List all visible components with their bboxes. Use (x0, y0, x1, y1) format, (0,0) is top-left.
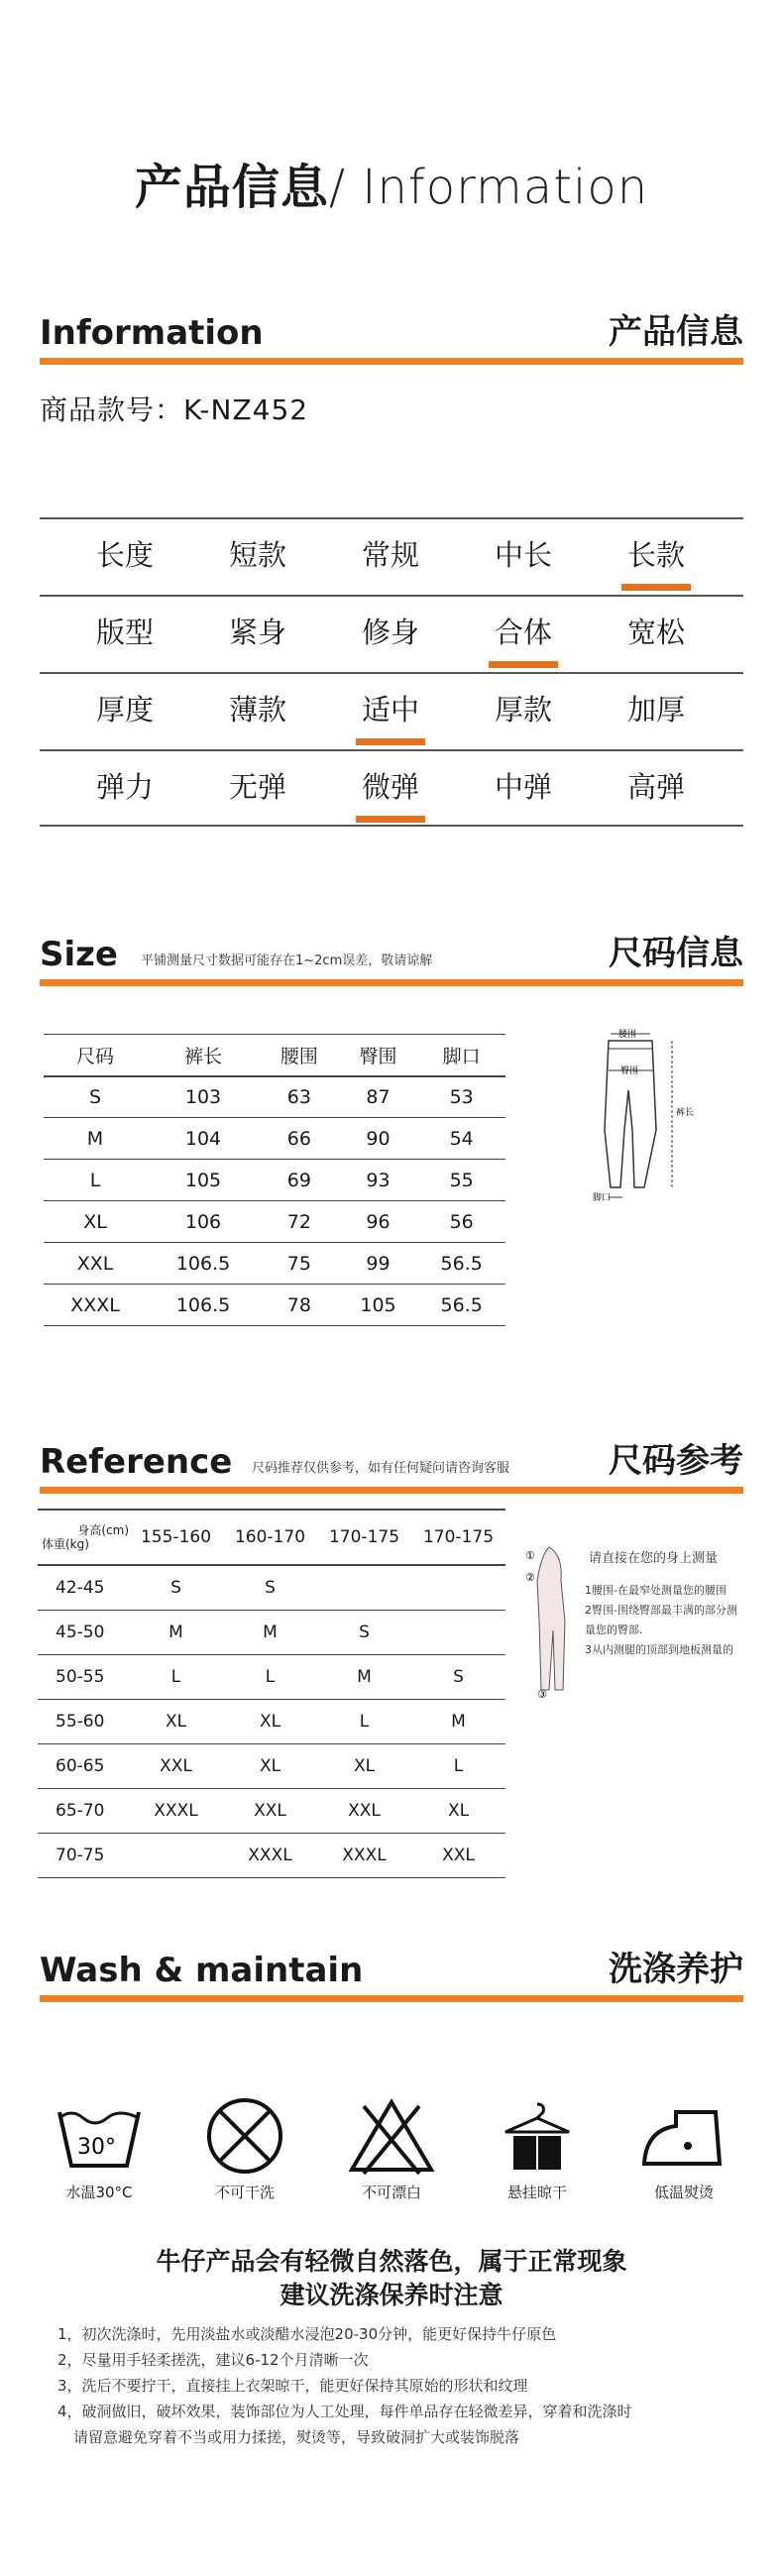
size-cell: 105 (147, 1160, 260, 1201)
size-header: 尺码 (44, 1035, 147, 1076)
reference-cell: 50-55 (38, 1654, 129, 1699)
size-header: 臀围 (339, 1035, 418, 1076)
size-cell: 96 (339, 1201, 418, 1243)
reference-cell: S (223, 1565, 317, 1610)
attribute-option: 厚款 (494, 693, 552, 727)
attribute-option: 中弹 (494, 770, 552, 804)
hip-label: 臀围 (620, 1066, 639, 1076)
attribute-row (40, 749, 743, 827)
size-cell: M (44, 1118, 147, 1160)
size-cell: 104 (147, 1118, 260, 1160)
reference-cell: L (317, 1699, 411, 1743)
size-cell: 78 (260, 1285, 339, 1326)
height-header: 170-175 (317, 1510, 411, 1565)
attribute-row (40, 672, 743, 749)
reference-cell: XXL (129, 1743, 223, 1788)
size-cell: 87 (339, 1076, 418, 1118)
reference-cell: M (223, 1610, 317, 1654)
height-header: 155-160 (129, 1510, 223, 1565)
reference-cell: XL (317, 1743, 411, 1788)
no-dry-clean-icon: 不可干洗 (185, 2096, 304, 2202)
attribute-option: 高弹 (626, 770, 685, 804)
pants-diagram (587, 1021, 706, 1209)
size-header: 裤长 (147, 1035, 260, 1076)
attribute-option: 加厚 (626, 693, 685, 727)
table-row (44, 1076, 505, 1118)
size-cell: L (44, 1160, 147, 1201)
attribute-option: 短款 (228, 538, 286, 572)
table-row (38, 1743, 505, 1788)
section-header-reference: Reference 尺码推荐仅供参考，如有任何疑问请咨询客服 尺码参考 (40, 1424, 743, 1494)
size-cell: 93 (339, 1160, 418, 1201)
svg-text:①: ① (525, 1549, 535, 1562)
reference-cell (411, 1610, 505, 1654)
attribute-option: 常规 (361, 538, 419, 572)
reference-cell: XXL (317, 1788, 411, 1833)
size-cell: 75 (260, 1243, 339, 1285)
reference-cell: 65-70 (38, 1788, 129, 1833)
reference-cell (411, 1565, 505, 1610)
table-row (38, 1699, 505, 1743)
table-row (44, 1160, 505, 1201)
low-iron-icon: 低温熨烫 (624, 2096, 743, 2202)
reference-cell: XXXL (129, 1788, 223, 1833)
svg-text:②: ② (525, 1571, 535, 1584)
attribute-option: 中长 (494, 538, 552, 572)
attribute-name: 长度 (95, 538, 154, 572)
attribute-row (40, 595, 743, 672)
reference-cell: 60-65 (38, 1743, 129, 1788)
product-code: 商品款号：K-NZ452 (40, 393, 309, 426)
reference-table (38, 1509, 505, 1878)
reference-cell: S (129, 1565, 223, 1610)
body-figure (523, 1541, 583, 1700)
table-row (44, 1118, 505, 1160)
svg-text:③: ③ (537, 1688, 547, 1700)
reference-cell: XL (223, 1699, 317, 1743)
reference-cell: S (317, 1610, 411, 1654)
wash-30-icon: 30° 水温30°C (40, 2096, 159, 2202)
reference-cell: XXL (223, 1788, 317, 1833)
care-notes: 1，初次洗涤时，先用淡盐水或淡醋水浸泡20-30分钟，能更好保持牛仔原色 2，尽量用手轻柔搓洗，建议6-12个月清晰一次 3，洗后不要拧干，直接挂上衣架晾干，能更好保持其原始的形状和纹理 4，破洞做旧，破坏效果，装饰部位为人工处理，每件单品存在轻微差异，穿着和洗涤时 请留意避免穿着不当或用力揉搓，熨烫等，导致破洞扩大或装饰脱落 (57, 2325, 632, 2446)
reference-cell: 55-60 (38, 1699, 129, 1743)
leg-label: 脚口 (593, 1193, 612, 1203)
guide-text: 1腰围-在最窄处测量您的腰围 2臀围-围绕臀部最丰满的部分测量您的臀部. 3从内测腿的顶部到地板测量的 (585, 1584, 737, 1656)
reference-cell: S (411, 1654, 505, 1699)
size-cell: XXXL (44, 1285, 147, 1326)
attribute-name: 厚度 (95, 693, 154, 727)
reference-cell: L (411, 1743, 505, 1788)
reference-cell (317, 1565, 411, 1610)
size-cell: 69 (260, 1160, 339, 1201)
reference-cell: XL (223, 1743, 317, 1788)
size-cell: 99 (339, 1243, 418, 1285)
table-row (38, 1565, 505, 1610)
reference-cell (129, 1833, 223, 1877)
waist-label: 腰围 (618, 1030, 637, 1040)
size-cell: 106 (147, 1201, 260, 1243)
attribute-table (40, 517, 743, 827)
table-row (44, 1201, 505, 1243)
attribute-name: 弹力 (95, 770, 154, 804)
attribute-option: 长款 (591, 519, 722, 595)
size-cell: S (44, 1076, 147, 1118)
table-row (44, 1285, 505, 1326)
size-cell: 53 (417, 1076, 505, 1118)
length-label: 裤长 (676, 1108, 695, 1118)
size-cell: 56 (417, 1201, 505, 1243)
table-row (44, 1243, 505, 1285)
svg-text:30°: 30° (77, 2135, 116, 2160)
size-cell: 106.5 (147, 1285, 260, 1326)
section-header-info: Information 产品信息 (40, 295, 743, 365)
reference-cell: M (411, 1699, 505, 1743)
table-row (38, 1788, 505, 1833)
attribute-option: 合体 (458, 597, 589, 672)
height-header: 160-170 (223, 1510, 317, 1565)
attribute-option: 修身 (361, 616, 419, 649)
table-row (38, 1833, 505, 1877)
section-header-wash: Wash & maintain 洗涤养护 (40, 1933, 743, 2002)
reference-cell: L (129, 1654, 223, 1699)
reference-cell: XXL (411, 1833, 505, 1877)
reference-cell: M (129, 1610, 223, 1654)
size-cell: 106.5 (147, 1243, 260, 1285)
reference-cell: 70-75 (38, 1833, 129, 1877)
height-header: 170-175 (411, 1510, 505, 1565)
page-title: 产品信息/ Information (134, 160, 649, 215)
section-header-size: Size 平铺测量尺寸数据可能存在1~2cm误差，敬请谅解 尺码信息 (40, 917, 743, 986)
size-table (44, 1034, 505, 1326)
care-title: 牛仔产品会有轻微自然落色，属于正常现象 建议洗涤保养时注意 (156, 2247, 627, 2309)
size-cell: 56.5 (417, 1285, 505, 1326)
size-cell: 55 (417, 1160, 505, 1201)
attribute-row (40, 517, 743, 595)
selected-underline (356, 816, 425, 823)
size-cell: 56.5 (417, 1243, 505, 1285)
reference-cell: 45-50 (38, 1610, 129, 1654)
attribute-name: 版型 (95, 616, 154, 649)
size-cell: 90 (339, 1118, 418, 1160)
table-row (38, 1654, 505, 1699)
reference-cell: XL (411, 1788, 505, 1833)
attribute-option: 宽松 (626, 616, 685, 649)
size-cell: XXL (44, 1243, 147, 1285)
selected-underline (621, 584, 691, 591)
table-row (38, 1610, 505, 1654)
reference-cell: M (317, 1654, 411, 1699)
attribute-option: 适中 (325, 674, 456, 749)
selected-underline (489, 661, 558, 668)
hang-dry-icon: 悬挂晾干 (478, 2096, 597, 2202)
reference-cell: XXXL (317, 1833, 411, 1877)
size-cell: XL (44, 1201, 147, 1243)
attribute-option: 无弹 (228, 770, 286, 804)
size-cell: 105 (339, 1285, 418, 1326)
size-cell: 66 (260, 1118, 339, 1160)
attribute-option: 紧身 (228, 616, 286, 649)
size-cell: 103 (147, 1076, 260, 1118)
corner-cell: 身高(cm) 体重(kg) (38, 1510, 129, 1565)
guide-title: 请直接在您的身上测量 (589, 1551, 719, 1566)
attribute-option: 薄款 (228, 693, 286, 727)
attribute-option: 微弹 (325, 751, 456, 827)
size-header: 脚口 (417, 1035, 505, 1076)
no-bleach-icon: 不可漂白 (332, 2096, 451, 2202)
reference-cell: L (223, 1654, 317, 1699)
size-cell: 72 (260, 1201, 339, 1243)
reference-cell: XXXL (223, 1833, 317, 1877)
size-cell: 54 (417, 1118, 505, 1160)
size-header: 腰围 (260, 1035, 339, 1076)
reference-cell: XL (129, 1699, 223, 1743)
reference-cell: 42-45 (38, 1565, 129, 1610)
selected-underline (356, 738, 425, 745)
size-cell: 63 (260, 1076, 339, 1118)
